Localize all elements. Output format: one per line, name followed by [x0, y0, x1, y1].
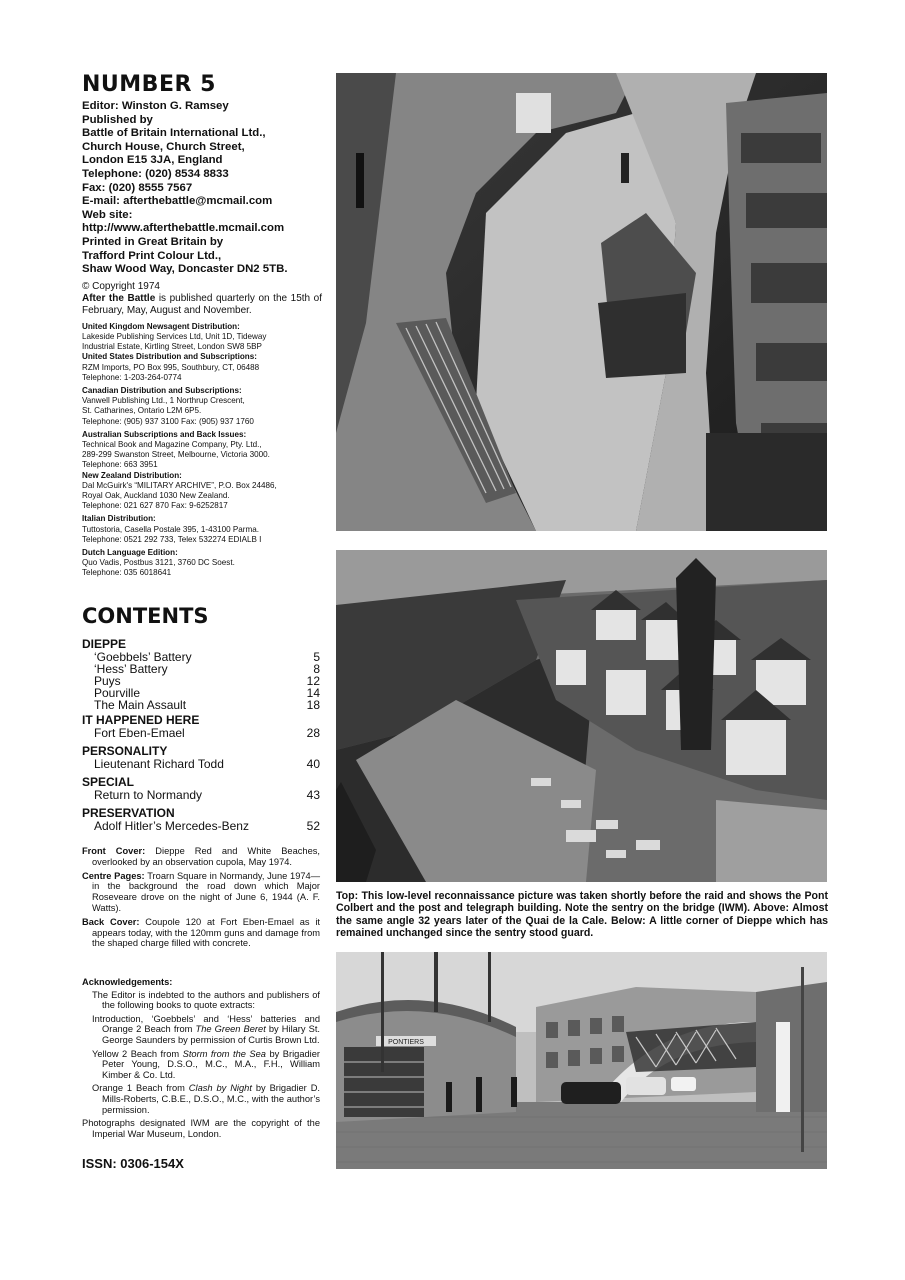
distribution-line: St. Catharines, Ontario L2M 6P5. [82, 406, 202, 416]
photo-bottom-image [336, 952, 827, 1169]
entry-title: The Main Assault [94, 698, 187, 712]
distribution-heading: Australian Subscriptions and Back Issues: [82, 429, 247, 439]
shelter-sign: PONTIERS [388, 1039, 424, 1046]
note-text: Troarn Square in Normandy, June 1974—in the background the road down which Major Roseveare drove on the night of June 6, 1944 (A. F. Watts). [92, 870, 321, 913]
contents-section-heading: PERSONALITY [82, 744, 168, 758]
cover-note [82, 846, 320, 868]
photo-middle-modern-aerial [336, 550, 827, 882]
distribution-line: Tuttostoria, Casella Postale 395, 1-43100 Parma. [82, 524, 259, 534]
masthead-line: Church House, Church Street, [82, 140, 245, 153]
quarterly-title: After the Battle [82, 292, 156, 304]
ack-text: by Brigadier D. Mills-Roberts, C.B.E., D.S.O., M.C., with the author’s permission. [102, 1083, 320, 1115]
distribution-line: Industrial Estate, Kirtling Street, London SW8 5BP [82, 342, 262, 352]
distribution-line: Royal Oak, Auckland 1030 New Zealand. [82, 490, 230, 500]
distribution-entry [82, 430, 322, 471]
distribution-heading: United States Distribution and Subscriptions: [82, 352, 257, 362]
acknowledgements-heading: Acknowledgements: [82, 977, 173, 987]
contents-entry[interactable] [82, 699, 320, 711]
contents-section-heading: SPECIAL [82, 775, 135, 789]
distribution-line: Technical Book and Magazine Company, Pty. Ltd., [82, 439, 262, 449]
issn: ISSN: 0306-154X [82, 1156, 184, 1171]
contents-entry[interactable] [82, 758, 320, 770]
masthead-line: London E15 3JA, England [82, 154, 223, 167]
distribution-line: Quo Vadis, Postbus 3121, 3760 DC Soest. [82, 558, 235, 568]
distribution-line: Telephone: 021 627 870 Fax: 9-6252817 [82, 501, 228, 511]
distribution-line: Telephone: 1-203-264-0774 [82, 372, 182, 382]
entry-title: Pourville [94, 686, 141, 700]
distribution-line: Telephone: (905) 937 3100 Fax: (905) 937 1760 [82, 416, 254, 426]
cover-notes [82, 846, 320, 952]
distribution-line: Vanwell Publishing Ltd., 1 Northrup Crescent, [82, 396, 245, 406]
photo-caption: Top: This low-level reconnaissance picture was taken shortly before the raid and shows the Pont Colbert and the post and telegraph building. Note the sentry on the bridge (IWM). Above: Almost the same angle 32 years later of the Quai de la Cale. Below: A little corner of Dieppe which has remained unchanged since the sentry stood guard. [336, 890, 828, 939]
contents-title: CONTENTS [82, 604, 209, 628]
note-text: Dieppe Red and White Beaches, overlooked by an observation cupola, May 1974. [92, 846, 320, 867]
distribution-line: Telephone: 663 3951 [82, 460, 158, 470]
masthead-line: Fax: (020) 8555 7567 [82, 181, 193, 194]
ack-text: Yellow 2 Beach from [92, 1048, 183, 1059]
distribution-line: Lakeside Publishing Services Ltd, Unit 1D, Tideway [82, 331, 267, 341]
photo-bottom-street [336, 952, 827, 1169]
ack-book-title: Clash by Night [188, 1083, 252, 1094]
distribution-line: Dal McGuirk's “MILITARY ARCHIVE”, P.O. Box 24486, [82, 480, 277, 490]
publisher-block [82, 100, 322, 277]
entry-title: Fort Eben-Emael [94, 726, 185, 740]
acknowledgements [82, 977, 320, 1142]
entry-title: Puys [94, 674, 121, 688]
distribution-heading: Canadian Distribution and Subscriptions: [82, 385, 242, 395]
distribution-entry [82, 386, 322, 427]
distribution-entry [82, 352, 322, 383]
entry-title: Adolf Hitler’s Mercedes-Benz [94, 819, 249, 833]
ack-text: Introduction, ‘Goebbels’ and ‘Hess’ batteries and Orange 2 Beach from [92, 1013, 320, 1035]
cover-note [82, 917, 320, 949]
entry-page: 14 [306, 686, 320, 700]
entry-page: 12 [306, 674, 320, 688]
entry-page: 18 [306, 698, 320, 712]
masthead-line: Battle of Britain International Ltd., [82, 127, 266, 140]
masthead-line: Trafford Print Colour Ltd., [82, 249, 222, 262]
entry-title: ‘Goebbels’ Battery [94, 650, 192, 664]
entry-page: 43 [306, 788, 320, 802]
photo-top-reconnaissance [336, 73, 827, 531]
distribution-heading: United Kingdom Newsagent Distribution: [82, 321, 240, 331]
note-label: Centre Pages: [82, 870, 145, 881]
ack-text: Orange 1 Beach from [92, 1083, 189, 1094]
copyright-block [82, 281, 322, 317]
masthead-line: Printed in Great Britain by [82, 235, 224, 248]
acknowledgement-item [82, 1014, 320, 1046]
masthead-line: Published by [82, 113, 153, 126]
contents-entry[interactable] [82, 789, 320, 801]
entry-page: 8 [313, 662, 320, 676]
entry-title: Lieutenant Richard Todd [94, 757, 224, 771]
note-label: Back Cover: [82, 916, 140, 927]
cover-note [82, 871, 320, 914]
masthead [82, 72, 322, 579]
copyright: © Copyright 1974 [82, 280, 160, 292]
distribution-heading: Italian Distribution: [82, 514, 156, 524]
photo-copyright-note: Photographs designated IWM are the copyright of the Imperial War Museum, London. [82, 1118, 320, 1139]
ack-text: by Brigadier Peter Young, D.S.O., M.C., M.A., F.H., William Kimber & Co. Ltd. [102, 1048, 320, 1080]
distribution-entry [82, 471, 322, 512]
note-text: Coupole 120 at Fort Eben-Emael as it appears today, with the 120mm guns and damage from the shaped charge filled with concrete. [92, 916, 320, 949]
acknowledgements-intro: The Editor is indebted to the authors and publishers of the following books to quote extracts: [92, 989, 320, 1011]
ack-text: by Hilary St. George Saunders by permission of Curtis Brown Ltd. [102, 1024, 321, 1045]
quarterly-text: is published quarterly on the 15th of February, May, August and November. [82, 292, 322, 316]
distribution-heading: New Zealand Distribution: [82, 470, 182, 480]
masthead-line: Web site: [82, 208, 133, 221]
distribution-entry [82, 322, 322, 353]
masthead-line: http://www.afterthebattle.mcmail.com [82, 222, 285, 235]
contents-entry[interactable] [82, 820, 320, 832]
entry-page: 52 [306, 819, 320, 833]
distribution-entry [82, 548, 322, 579]
contents-section-heading: PRESERVATION [82, 806, 175, 820]
masthead-line: Telephone: (020) 8534 8833 [82, 167, 229, 180]
quarterly-note [82, 293, 322, 317]
contents-entry[interactable] [82, 727, 320, 739]
contents-section-heading: DIEPPE [82, 637, 127, 651]
contents-list [82, 636, 320, 832]
ack-book-title: Storm from the Sea [182, 1048, 266, 1059]
issue-number: NUMBER 5 [82, 72, 216, 97]
distribution-list [82, 322, 322, 579]
photo-middle-image [336, 550, 827, 882]
distribution-line: Telephone: 035 6018641 [82, 568, 172, 578]
entry-page: 40 [306, 757, 320, 771]
contents-section-heading: IT HAPPENED HERE [82, 713, 200, 727]
ack-book-title: The Green Beret [195, 1024, 266, 1035]
distribution-heading: Dutch Language Edition: [82, 547, 178, 557]
entry-page: 5 [313, 650, 320, 664]
masthead-line: Editor: Winston G. Ramsey [82, 100, 229, 112]
entry-title: ‘Hess’ Battery [94, 662, 168, 676]
distribution-line: Telephone: 0521 292 733, Telex 532274 EDIALB I [82, 534, 262, 544]
entry-title: Return to Normandy [94, 788, 203, 802]
masthead-line: Shaw Wood Way, Doncaster DN2 5TB. [82, 263, 288, 276]
distribution-line: 289-299 Swanston Street, Melbourne, Victoria 3000. [82, 450, 270, 460]
acknowledgement-item [82, 1083, 320, 1115]
distribution-line: RZM Imports, PO Box 995, Southbury, CT, 06488 [82, 362, 260, 372]
photo-top-image [336, 73, 827, 531]
note-label: Front Cover: [82, 846, 146, 856]
entry-page: 28 [306, 726, 320, 740]
acknowledgement-item [82, 1049, 320, 1081]
distribution-entry [82, 514, 322, 545]
masthead-line: E-mail: afterthebattle@mcmail.com [82, 195, 273, 208]
